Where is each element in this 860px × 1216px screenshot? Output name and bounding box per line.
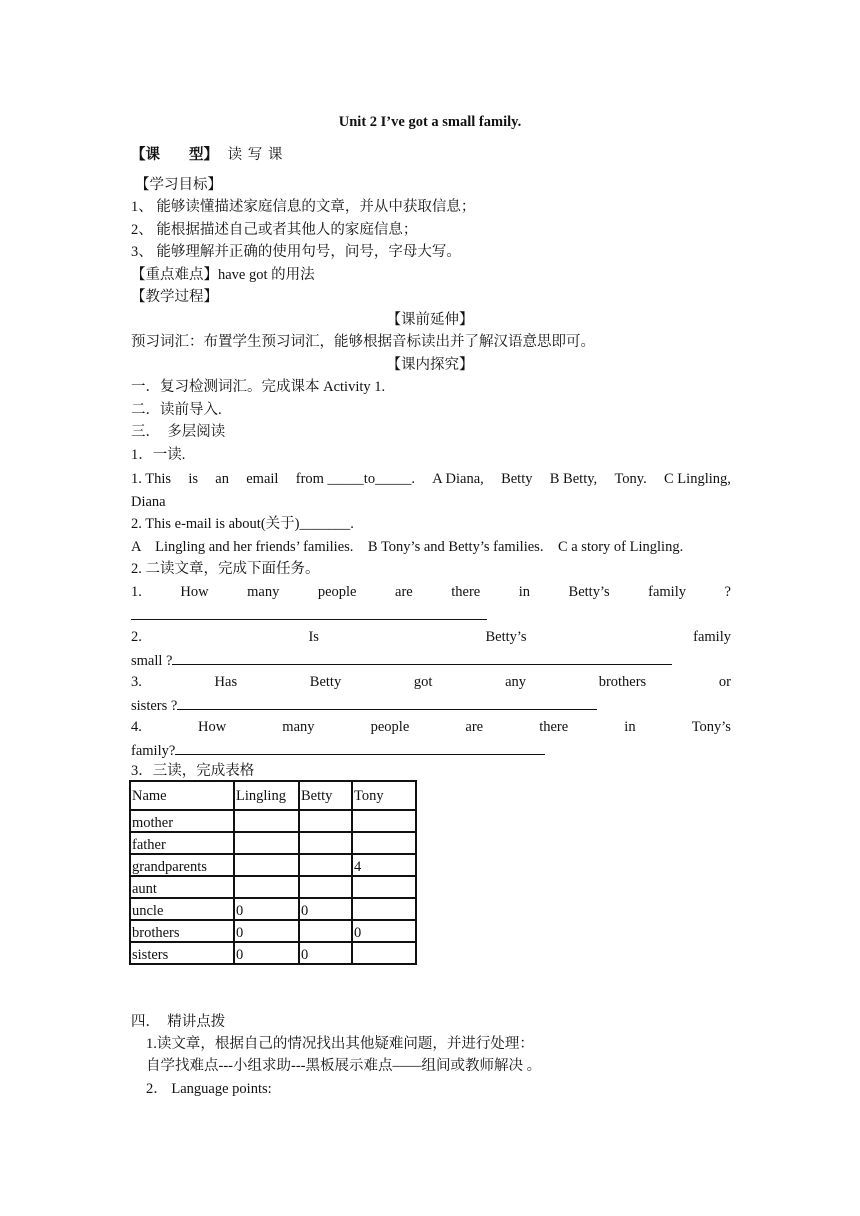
task-4	[131, 718, 731, 736]
table-row	[130, 876, 416, 898]
row-label: uncle	[130, 898, 234, 920]
task-word: any	[505, 674, 527, 690]
row-label: grandparents	[130, 854, 234, 876]
task-word: family	[648, 584, 686, 600]
task-word: 2.	[131, 629, 142, 645]
task-word: Is	[308, 629, 319, 645]
task-word: 3.	[131, 674, 142, 690]
read-2: 2. 二读文章，完成下面任务。	[131, 561, 320, 577]
table-cell[interactable]	[352, 876, 416, 898]
section-4-line-2: 自学找难点---小组求助---黑板展示难点——组间或教师解决 。	[146, 1058, 542, 1074]
table-cell[interactable]: 0	[234, 920, 299, 942]
row-label: sisters	[130, 942, 234, 964]
row-label: mother	[130, 810, 234, 832]
table-cell[interactable]: 4	[352, 854, 416, 876]
q1-word: Betty	[501, 471, 533, 487]
task-word: in	[518, 584, 531, 600]
task-word: or	[718, 674, 731, 690]
objective-item: 2、 能根据描述自己或者其他人的家庭信息；	[131, 222, 418, 238]
step-2: 二．读前导入.	[131, 402, 222, 418]
table-cell[interactable]	[352, 942, 416, 964]
pre-class-heading: 【课前延伸】	[386, 312, 474, 328]
table-row	[130, 810, 416, 832]
table-cell[interactable]	[234, 854, 299, 876]
table-cell[interactable]	[234, 876, 299, 898]
step-1: 一．复习检测词汇。完成课本 Activity 1.	[131, 379, 386, 395]
q1-word: an	[215, 471, 229, 487]
objective-item: 3、 能够理解并正确的使用句号，问号，字母大写。	[131, 244, 461, 260]
table-cell[interactable]	[352, 832, 416, 854]
task-word: How	[197, 719, 227, 735]
section-4-line-3: 2． Language points:	[146, 1081, 272, 1097]
table-cell[interactable]: 0	[299, 942, 352, 964]
page-title: Unit 2 I’ve got a small family.	[338, 114, 522, 130]
answer-blank[interactable]	[177, 695, 597, 710]
table-cell[interactable]	[299, 810, 352, 832]
task-word: ?	[724, 584, 731, 600]
question-2: 2. This e-mail is about(关于)_______.	[131, 516, 354, 532]
task-word: Betty’s	[568, 584, 610, 600]
q1-word: Tony.	[614, 471, 647, 487]
task-word: brothers	[598, 674, 647, 690]
row-label: father	[130, 832, 234, 854]
table-row	[130, 854, 416, 876]
task-word: are	[395, 584, 413, 600]
task-1	[131, 583, 731, 601]
key-points: 【重点难点】have got 的用法	[131, 267, 315, 283]
lesson-type-value: 读 写 课	[227, 147, 284, 163]
table-cell[interactable]	[299, 876, 352, 898]
task-word: 4.	[131, 719, 142, 735]
table-cell[interactable]	[352, 898, 416, 920]
process-heading: 【教学过程】	[131, 289, 218, 305]
table-cell[interactable]	[299, 854, 352, 876]
task-word: many	[282, 719, 315, 735]
task-word: there	[451, 584, 481, 600]
section-4-heading: 四． 精讲点拨	[131, 1014, 226, 1030]
question-1	[131, 470, 731, 488]
task-word: people	[317, 584, 357, 600]
table-cell[interactable]: 0	[352, 920, 416, 942]
section-4-line-1: 1.读文章，根据自己的情况找出其他疑难问题，并进行处理：	[146, 1036, 534, 1052]
task-3	[131, 673, 731, 691]
table-cell[interactable]	[234, 832, 299, 854]
task-3-cont-text: sisters ?	[131, 698, 178, 714]
q1-word: is	[188, 471, 198, 487]
task-word: How	[180, 584, 209, 600]
task-word: Betty’s	[485, 629, 527, 645]
table-header-cell: Lingling	[234, 781, 299, 810]
objective-item: 1、 能够读懂描述家庭信息的文章，并从中获取信息；	[131, 199, 476, 215]
table-header-cell: Name	[130, 781, 234, 810]
task-2-continuation	[131, 650, 672, 670]
step-3: 三． 多层阅读	[131, 424, 226, 440]
task-2-cont-text: small ?	[131, 653, 173, 669]
task-word: Tony’s	[691, 719, 731, 735]
task-word: there	[539, 719, 569, 735]
in-class-heading: 【课内探究】	[386, 357, 474, 373]
q1-word: B Betty,	[549, 471, 598, 487]
table-cell[interactable]	[299, 920, 352, 942]
task-word: Has	[214, 674, 238, 690]
task-word: many	[247, 584, 280, 600]
answer-blank[interactable]	[172, 650, 672, 665]
table-row	[130, 942, 416, 964]
question-2-options: A Lingling and her friends’ families. B Tony’s and Betty’s families. C a story of Lingling.	[131, 539, 684, 555]
read-3: 3．三读，完成表格	[131, 763, 255, 779]
task-2	[131, 628, 731, 646]
table-cell[interactable]	[352, 810, 416, 832]
task-word: in	[624, 719, 636, 735]
table-row	[130, 832, 416, 854]
task-1-answer-line[interactable]	[131, 605, 487, 625]
table-header-cell: Betty	[299, 781, 352, 810]
task-4-continuation	[131, 740, 545, 760]
task-word: family	[693, 629, 731, 645]
read-1: 1．一读.	[131, 447, 186, 463]
lesson-type	[131, 146, 283, 164]
table-row	[130, 920, 416, 942]
q1-continuation: Diana	[131, 494, 166, 510]
q1-word: email	[246, 471, 279, 487]
lesson-type-label: 【课 型】	[131, 147, 218, 163]
task-word: got	[413, 674, 433, 690]
q1-word: 1. This	[131, 471, 172, 487]
row-label: brothers	[130, 920, 234, 942]
pre-class-text: 预习词汇：布置学生预习词汇，能够根据音标读出并了解汉语意思即可。	[131, 334, 595, 350]
q1-word: A Diana,	[432, 471, 484, 487]
task-word: people	[370, 719, 410, 735]
task-4-cont-text: family?	[131, 743, 176, 759]
answer-blank[interactable]	[175, 740, 545, 755]
table-cell[interactable]	[299, 832, 352, 854]
task-word: Betty	[309, 674, 342, 690]
table-header-cell: Tony	[352, 781, 416, 810]
table-cell[interactable]: 0	[234, 898, 299, 920]
task-word: are	[465, 719, 484, 735]
q1-word: from _____to_____.	[295, 471, 415, 487]
table-cell[interactable]: 0	[234, 942, 299, 964]
family-table	[129, 780, 417, 965]
q1-word: C Lingling,	[664, 471, 731, 487]
table-header-row	[130, 781, 416, 810]
task-word: 1.	[131, 584, 142, 600]
objectives-heading: 【学习目标】	[135, 177, 222, 193]
table-row	[130, 898, 416, 920]
table-cell[interactable]	[234, 810, 299, 832]
answer-blank[interactable]	[131, 605, 487, 620]
table-cell[interactable]: 0	[299, 898, 352, 920]
row-label: aunt	[130, 876, 234, 898]
task-3-continuation	[131, 695, 597, 715]
